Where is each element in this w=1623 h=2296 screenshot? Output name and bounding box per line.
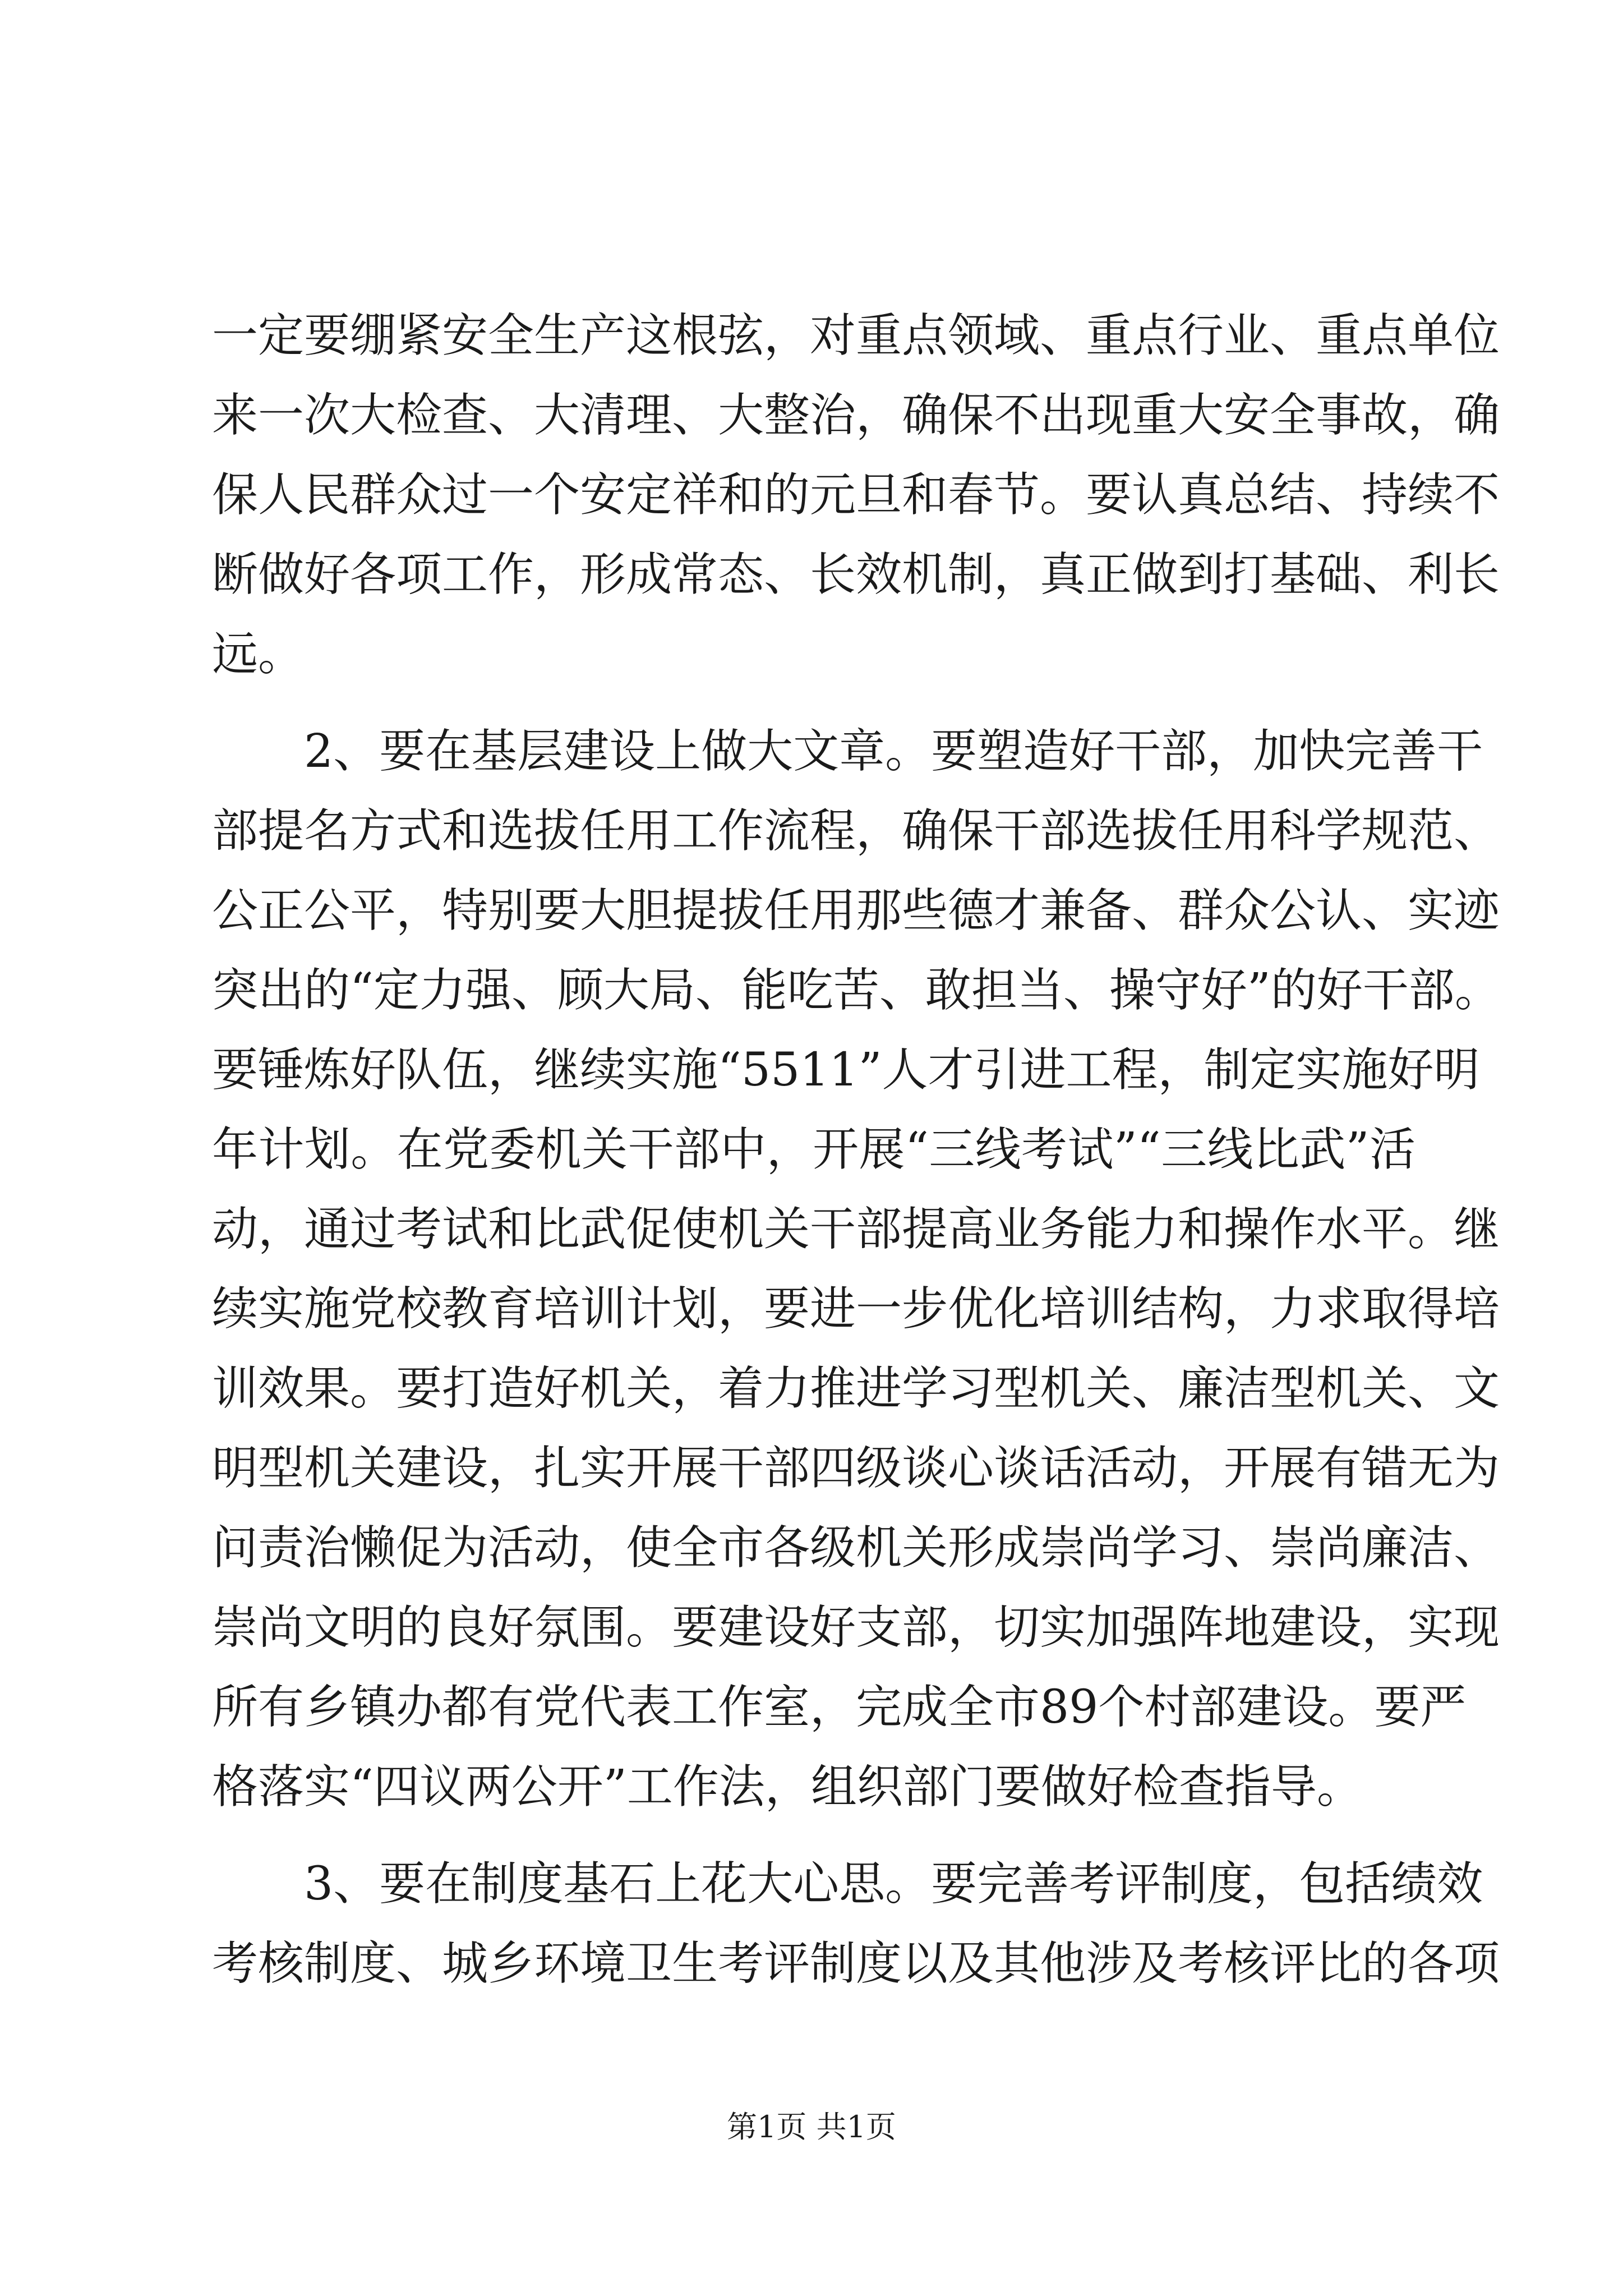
text-line: 考核制度、城乡环境卫生考评制度以及其他涉及考核评比的各项	[212, 1937, 1500, 1990]
text-line: 部提名方式和选拔任用工作流程，确保干部选拔任用科学规范、	[212, 804, 1500, 858]
text-line: 所有乡镇办都有党代表工作室，完成全市89个村部建设。要严	[212, 1681, 1467, 1734]
paragraph-3	[212, 1844, 1500, 2004]
text-line: 动，通过考试和比武促使机关干部提高业务能力和操作水平。继	[212, 1203, 1500, 1256]
text-line: 突出的“定力强、顾大局、能吃苦、敢担当、操守好”的好干部。	[212, 964, 1501, 1017]
text-line: 公正公平，特别要大胆提拔任用那些德才兼备、群众公认、实迹	[212, 884, 1500, 937]
text-line: 问责治懒促为活动，使全市各级机关形成崇尚学习、崇尚廉洁、	[212, 1521, 1500, 1575]
paragraph-1	[212, 296, 1500, 694]
text-line: 要锤炼好队伍，继续实施“5511”人才引进工程，制定实施好明	[212, 1043, 1480, 1097]
text-line: 年计划。在党委机关干部中，开展“三线考试”“三线比武”活	[212, 1123, 1415, 1176]
page-footer	[0, 2105, 1623, 2150]
text-line: 一定要绷紧安全生产这根弦，对重点领域、重点行业、重点单位	[212, 309, 1500, 362]
text-line: 来一次大检查、大清理、大整治，确保不出现重大安全事故，确	[212, 389, 1500, 442]
text-line: 崇尚文明的良好氛围。要建设好支部，切实加强阵地建设，实现	[212, 1601, 1500, 1654]
text-line: 2、要在基层建设上做大文章。要塑造好干部，加快完善干	[212, 725, 1483, 778]
paragraph-gap	[212, 1827, 1415, 1844]
paragraph-gap	[212, 694, 1415, 712]
text-line: 断做好各项工作，形成常态、长效机制，真正做到打基础、利长	[212, 548, 1500, 601]
text-line: 续实施党校教育培训计划，要进一步优化培训结构，力求取得培	[212, 1282, 1500, 1336]
text-line: 明型机关建设，扎实开展干部四级谈心谈话活动，开展有错无为	[212, 1442, 1500, 1495]
text-line: 3、要在制度基石上花大心思。要完善考评制度，包括绩效	[212, 1857, 1483, 1911]
text-line: 格落实“四议两公开”工作法，组织部门要做好检查指导。	[212, 1760, 1363, 1814]
text-line: 远。	[212, 628, 305, 681]
text-line: 保人民群众过一个安定祥和的元旦和春节。要认真总结、持续不	[212, 468, 1500, 522]
paragraph-2	[212, 712, 1501, 1827]
page-number-label: 第1页 共1页	[727, 2109, 896, 2145]
document-body	[212, 296, 1501, 2004]
text-line: 训效果。要打造好机关，着力推进学习型机关、廉洁型机关、文	[212, 1362, 1500, 1415]
